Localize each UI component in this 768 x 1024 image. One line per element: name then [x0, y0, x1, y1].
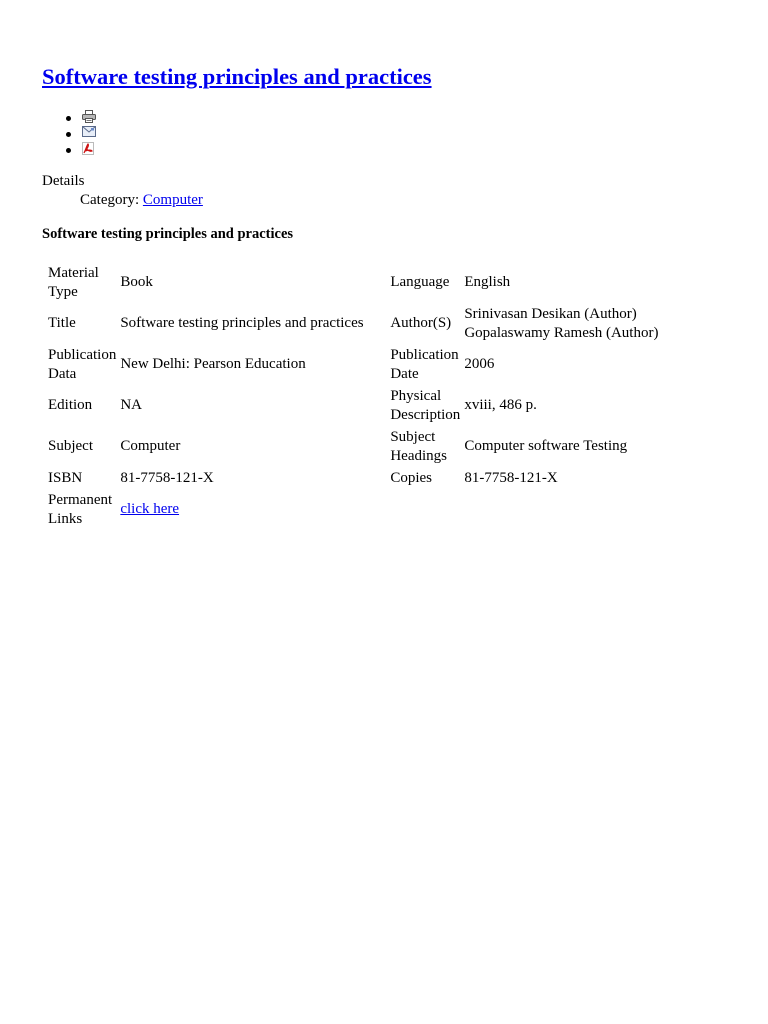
title-value: Software testing principles and practices: [120, 315, 364, 332]
isbn-label: ISBN: [48, 469, 83, 486]
table-row: [46, 385, 686, 426]
publication-data-value: New Delhi: Pearson Education: [120, 356, 306, 373]
record-details-table: [46, 262, 686, 530]
table-row: [46, 303, 686, 344]
permanent-links-value: [118, 489, 388, 530]
permanent-link[interactable]: click here: [120, 501, 180, 518]
icon-list-item-pdf: [58, 140, 82, 156]
empty-cell: [462, 489, 686, 530]
page-title-link[interactable]: Software testing principles and practices: [42, 64, 432, 89]
author-name: Srinivasan Desikan (Author): [464, 306, 637, 322]
printer-icon[interactable]: [82, 110, 96, 123]
edition-value: NA: [120, 397, 142, 414]
physical-description-value: xviii, 486 p.: [464, 397, 537, 414]
page-title: [42, 62, 432, 92]
authors-value: [462, 303, 686, 344]
table-row: [46, 344, 686, 385]
table-row: [46, 262, 686, 303]
language-value: English: [464, 274, 511, 291]
author-name: Gopalaswamy Ramesh (Author): [464, 324, 659, 341]
icon-list-item-email: [58, 124, 82, 140]
copies-label: Copies: [390, 469, 432, 486]
subject-label: Subject: [48, 438, 93, 455]
material-type-value: Book: [120, 274, 153, 291]
details-label: Details: [42, 173, 85, 189]
category-link[interactable]: Computer: [142, 192, 203, 208]
publication-date-value: 2006: [464, 356, 495, 373]
material-type-label: Material Type: [48, 265, 99, 300]
subject-value: Computer: [120, 438, 181, 455]
record-heading: Software testing principles and practices: [42, 226, 294, 242]
authors-label: Author(S): [390, 315, 452, 332]
language-label: Language: [390, 274, 450, 291]
icon-list-item-print: [58, 108, 82, 124]
publication-date-label: Publication Date: [390, 347, 459, 382]
category-label: Category:: [80, 192, 140, 208]
edition-label: Edition: [48, 397, 93, 414]
publication-data-label: Publication Data: [48, 347, 117, 382]
table-row: [46, 426, 686, 467]
table-row: [46, 489, 686, 530]
category-row: [80, 191, 203, 210]
physical-description-label: Physical Description: [390, 388, 461, 423]
subject-headings-value: Computer software Testing: [464, 438, 628, 455]
email-icon[interactable]: [82, 126, 96, 137]
table-row: [46, 467, 686, 489]
title-label: Title: [48, 315, 76, 332]
icon-list: [58, 108, 82, 156]
subject-headings-label: Subject Headings: [390, 429, 447, 464]
copies-value: 81-7758-121-X: [464, 469, 558, 486]
isbn-value: 81-7758-121-X: [120, 469, 214, 486]
empty-cell: [388, 489, 462, 530]
permanent-links-label: Permanent Links: [48, 492, 113, 527]
pdf-icon[interactable]: [82, 142, 94, 155]
